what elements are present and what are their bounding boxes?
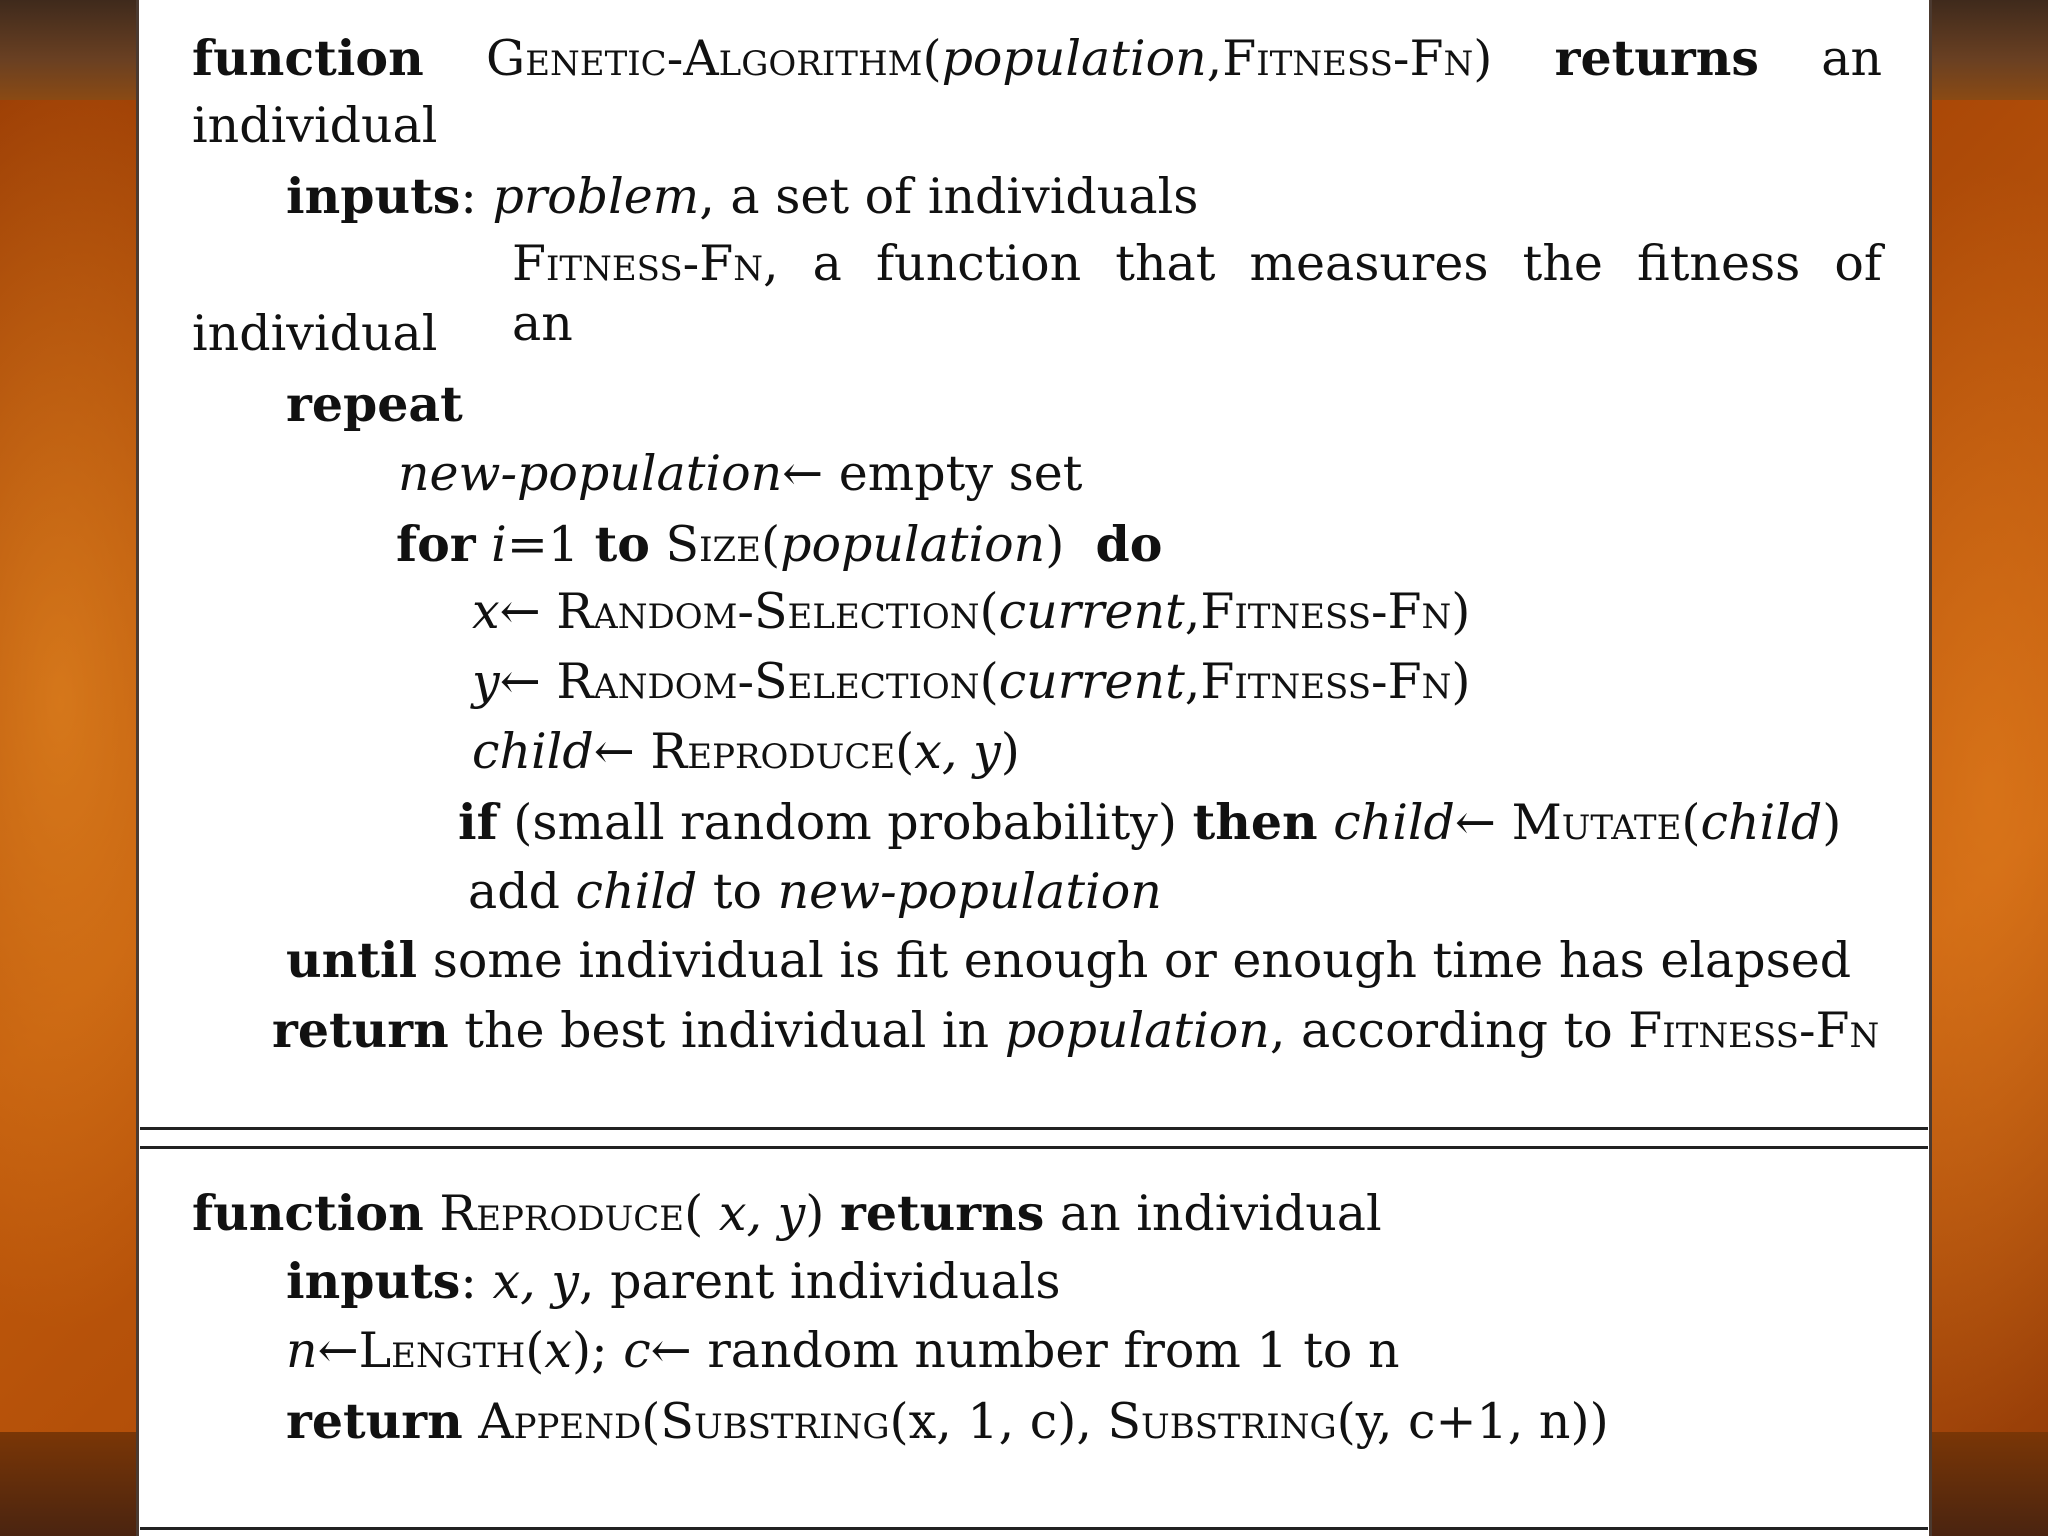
ga-inputs-line: inputs: problem, a set of individuals: [286, 167, 1199, 225]
genetic-algorithm-box: [140, 0, 1928, 1130]
ga-mutate-line: if (small random probability) then child← Mutate(child): [458, 793, 1842, 851]
ga-function-header-wrap: individual: [192, 97, 438, 154]
ga-function-header: function Genetic-Algorithm(population,Fitness-Fn) returns an: [192, 29, 1883, 87]
ga-repeat-keyword: repeat: [286, 375, 463, 433]
ga-inputs-wrap: individual: [192, 305, 438, 362]
ga-inputs-fitness-line: Fitness-Fn, a function that measures the fitness of an: [512, 235, 1882, 352]
reproduce-return-line: return Append(Substring(x, 1, c), Substring(y, c+1, n)): [286, 1392, 1609, 1450]
ga-for-loop-line: for i=1 to Size(population) do: [396, 515, 1163, 573]
ga-select-x-line: x← Random-Selection(current,Fitness-Fn): [472, 583, 1471, 640]
reproduce-inputs-line: inputs: x, y, parent individuals: [286, 1252, 1061, 1310]
ga-until-line: until some individual is fit enough or enough time has elapsed: [286, 931, 1852, 989]
ga-return-line: return the best individual in population, according to Fitness-Fn: [272, 1001, 1880, 1059]
reproduce-length-line: n←Length(x); c← random number from 1 to n: [286, 1322, 1400, 1379]
reproduce-function-box: [140, 1146, 1928, 1530]
ga-new-population-line: new-population← empty set: [398, 445, 1083, 502]
reproduce-function-header: function Reproduce( x, y) returns an individual: [192, 1184, 1382, 1242]
ga-select-y-line: y← Random-Selection(current,Fitness-Fn): [472, 653, 1471, 710]
ga-reproduce-line: child← Reproduce(x, y): [472, 723, 1020, 780]
ga-add-child-line: add child to new-population: [468, 863, 1162, 920]
